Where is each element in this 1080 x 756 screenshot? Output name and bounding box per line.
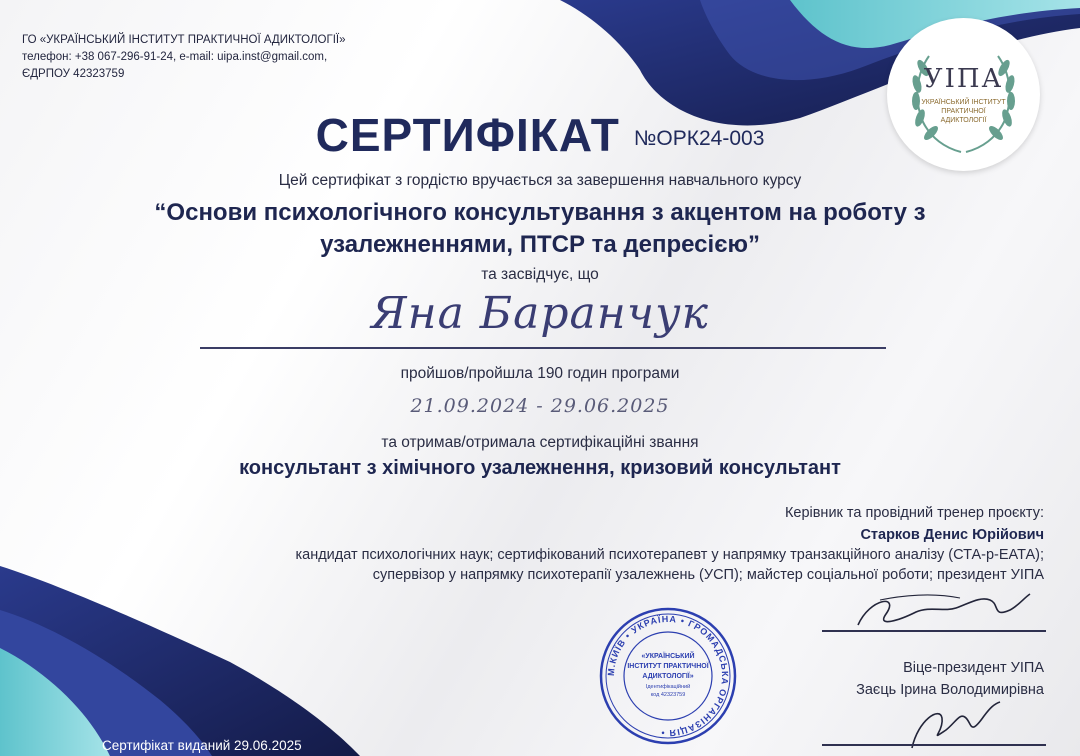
certificate-number: №ОРК24-003 bbox=[633, 127, 765, 150]
logo-line-1: УКРАЇНСЬКИЙ ІНСТИТУТ bbox=[921, 99, 1006, 106]
stamp-line-5: код 42323759 bbox=[650, 692, 686, 698]
org-name: ГО «УКРАЇНСЬКИЙ ІНСТИТУТ ПРАКТИЧНОЇ АДИКТОЛОГІЇ» bbox=[22, 34, 346, 46]
recipient-name: Яна Баранчук bbox=[371, 288, 709, 339]
certifies-text: та засвідчує, що bbox=[481, 266, 599, 283]
stamp-line-4: Ідентифікаційний bbox=[645, 684, 691, 690]
organization-info bbox=[22, 32, 346, 83]
vice-president-role: Віце-президент УІПА bbox=[903, 660, 1044, 676]
course-title-line-2: узалежненнями, ПТСР та депресією” bbox=[320, 231, 760, 258]
title-row bbox=[0, 108, 1080, 162]
logo-line-2: ПРАКТИЧНОЇ АДИКТОЛОГІЇ bbox=[940, 108, 987, 124]
org-code: ЄДРПОУ 42323759 bbox=[22, 68, 125, 80]
leader-role: Керівник та провідний тренер проєкту: bbox=[784, 505, 1044, 521]
qualification-title: консультант з хімічного узалежнення, кризовий консультант bbox=[239, 457, 841, 479]
credentials-line-1: кандидат психологічних наук; сертифікований психотерапевт у напрямку транзакційного аналізу (СТА-р-ЕАТА); bbox=[295, 547, 1044, 563]
leader-signature-line bbox=[822, 630, 1046, 632]
vice-president-name: Заєць Ірина Володимирівна bbox=[856, 682, 1044, 698]
stamp-line-2: ІНСТИТУТ ПРАКТИЧНОЇ bbox=[627, 663, 709, 670]
course-dates: 21.09.2024 - 29.06.2025 bbox=[410, 395, 670, 417]
issue-date: Сертифікат виданий 29.06.2025 bbox=[102, 738, 302, 753]
stamp-line-3: АДИКТОЛОГІЇ» bbox=[642, 673, 694, 680]
logo-abbreviation: УІПА bbox=[923, 64, 1004, 94]
name-underline bbox=[200, 347, 886, 349]
org-contacts: телефон: +38 067-296-91-24, e-mail: uipa.inst@gmail.com, bbox=[22, 51, 328, 63]
intro-text: Цей сертифікат з гордістю вручається за завершення навчального курсу bbox=[278, 172, 802, 189]
signature-1 bbox=[858, 594, 1030, 625]
official-stamp bbox=[598, 606, 738, 746]
certificate-title: СЕРТИФІКАТ bbox=[315, 109, 620, 161]
stamp-line-1: «УКРАЇНСЬКИЙ bbox=[641, 653, 695, 660]
leader-name: Старков Денис Юрійович bbox=[860, 527, 1044, 543]
course-title bbox=[0, 197, 1080, 261]
signature-2 bbox=[912, 702, 1000, 748]
credentials-line-2: супервізор у напрямку психотерапії узалежнень (УСП); майстер соціальної роботи; президент УІПА bbox=[372, 567, 1044, 583]
stamp-ring-text: М.КИЇВ • УКРАЇНА • ГРОМАДСЬКА ОРГАНІЗАЦІЯ • bbox=[605, 613, 731, 739]
leader-credentials bbox=[295, 545, 1044, 585]
hours-text: пройшов/пройшла 190 годин програми bbox=[400, 365, 680, 382]
received-text: та отримав/отримала сертифікаційні звання bbox=[381, 434, 699, 451]
vice-president-signature-line bbox=[822, 744, 1046, 746]
course-title-line-1: “Основи психологічного консультування з акцентом на роботу з bbox=[154, 199, 926, 226]
